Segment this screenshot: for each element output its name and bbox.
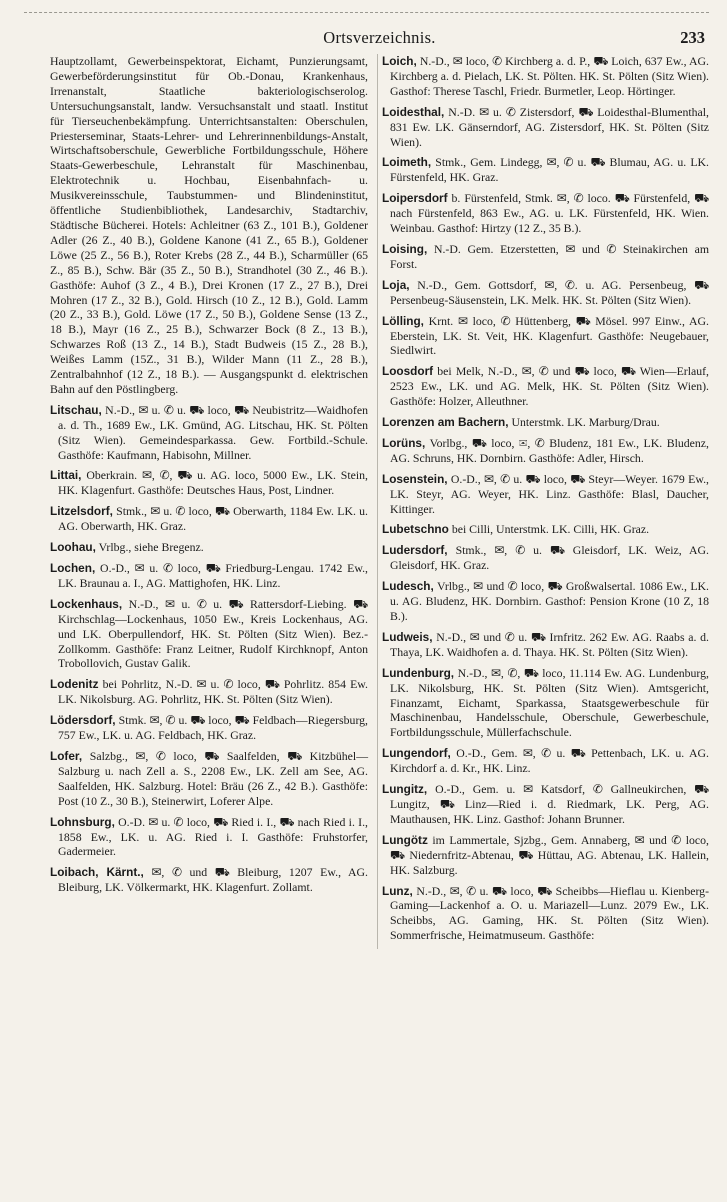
entry-text: N.-D., ✉, ✆, ⛟ loco, 11.114 Ew. AG. Lundenburg, LK. Nikolsburg, HK. St. Pölten (Sitz Wien). Amtsgericht, Finanzamt, Eichamt, Sparkassa, Staatsgewerbeschule für Maschinenbau, Handelsschule, Oberschule, Gewerbeschule, Fortbildungsschule, Müllerfachschule. bbox=[390, 665, 709, 740]
gazetteer-entry bbox=[50, 815, 368, 860]
entry-text: O.-D. ✉ u. ✆ loco, ⛟ Ried i. I., ⛟ nach Ried i. I., 1858 Ew., LK. u. AG. Ried i. I. Gasthöfe: Fruhstorfer, Gadermeier. bbox=[58, 814, 369, 859]
entry-headword: Loipersdorf bbox=[382, 191, 448, 206]
entry-headword: Litzelsdorf, bbox=[50, 504, 113, 519]
gazetteer-entry bbox=[382, 364, 709, 409]
gazetteer-entry bbox=[50, 54, 368, 397]
gazetteer-entry bbox=[50, 713, 368, 743]
gazetteer-entry bbox=[382, 782, 709, 827]
gazetteer-entry bbox=[382, 105, 709, 150]
gazetteer-entry bbox=[382, 884, 709, 944]
entry-headword: Ludesch, bbox=[382, 579, 434, 594]
entry-headword: Losenstein, bbox=[382, 471, 448, 486]
entry-headword: Lorüns, bbox=[382, 435, 426, 450]
entry-headword: Ludersdorf, bbox=[382, 543, 448, 558]
gazetteer-entry bbox=[50, 561, 368, 591]
entry-text: N.-D. ✉ u. ✆ Zistersdorf, ⛟ Loidesthal-Blumenthal, 831 Ew. LK. Gänserndorf, AG. Zistersdorf, HK. St. Pölten (Sitz Wien). bbox=[390, 104, 709, 149]
entry-headword: Litschau, bbox=[50, 402, 102, 417]
entry-headword: Lochen, bbox=[50, 561, 96, 575]
entry-text: N.-D., ✉ loco, ✆ Kirchberg a. d. P., ⛟ Loich, 637 Ew., AG. Kirchberg a. d. Pielach, LK. St. Pölten. HK. St. Pölten (Sitz Wien). Gasthof: Therese Taschl, Friedr. Burmetler, Leop. Hörtinger. bbox=[390, 54, 709, 98]
gazetteer-entry bbox=[382, 278, 709, 308]
entry-text: Stmk., Gem. Lindegg, ✉, ✆ u. ⛟ Blumau, AG. u. LK. Fürstenfeld, HK. Graz. bbox=[390, 155, 709, 185]
entry-headword: Lunz, bbox=[382, 883, 413, 898]
entry-text: N.-D., ✉ u. ✆ u. ⛟ loco, ⛟ Neubistritz—Waidhofen a. d. Th., 1689 Ew., LK. Gmünd, AG. Litschau, HK. St. Pölten (Sitz Wien). Gemeindesparkassa. Gew. Fortbild.-Schule. Gasthöfe: Kaufmann, Habisohn, Millner. bbox=[58, 402, 368, 462]
gazetteer-entry bbox=[50, 504, 368, 534]
gazetteer-entry bbox=[382, 746, 709, 776]
entry-text: Vrlbg., ✉ und ✆ loco, ⛟ Großwalsertal. 1086 Ew., LK. u. AG. Bludenz, HK. Dornbirn. Gasthof: Pension Krone (10 Z, 18 B.). bbox=[390, 579, 709, 623]
entry-headword: Lorenzen am Bachern, bbox=[382, 415, 509, 430]
entry-headword: Lungötz bbox=[382, 832, 428, 847]
gazetteer-entry bbox=[382, 472, 709, 517]
running-title: Ortsverzeichnis. bbox=[323, 28, 436, 47]
entry-text: O.-D., ✉ u. ✆ loco, ⛟ Friedburg-Lengau. 1742 Ew., LK. Braunau a. I., AG. Mattighofen, HK. Linz. bbox=[58, 561, 369, 590]
gazetteer-entry bbox=[382, 579, 709, 624]
entry-text: N.-D., Gem. Gottsdorf, ✉, ✆. u. AG. Persenbeug, ⛟ Persenbeug-Säusenstein, LK. Melk. HK. St. Pölten (Sitz Wien). bbox=[390, 277, 709, 307]
entry-text: b. Fürstenfeld, Stmk. ✉, ✆ loco. ⛟ Fürstenfeld, ⛟ nach Fürstenfeld, 863 Ew., AG. u. LK. Fürstenfeld, HK. Wien. Weinbau. Gasthof: Hirtzy (12 Z., 35 B.). bbox=[390, 191, 709, 236]
top-rule bbox=[24, 12, 709, 13]
entry-headword: Lungitz, bbox=[382, 782, 428, 797]
entry-headword: Lödersdorf, bbox=[50, 713, 116, 728]
entry-headword: Loising, bbox=[382, 241, 428, 256]
entry-text: N.-D., ✉, ✆ u. ⛟ loco, ⛟ Scheibbs—Hieflau u. Kienberg-Gaming—Lackenhof a. O. u. Mariazell—Lunz. 2079 Ew., LK. Scheibbs, AG. Gaming, HK. St. Pölten (Sitz Wien). Sommerfrische, Heimatmuseum. Gasthöfe: bbox=[390, 883, 710, 943]
entry-headword: Lohnsburg, bbox=[50, 814, 115, 829]
entry-headword: Loja, bbox=[382, 277, 410, 292]
right-column bbox=[377, 54, 709, 949]
entry-text: Vrlbg., siehe Bregenz. bbox=[98, 540, 204, 555]
entry-text: Stmk., ✉, ✆ u. ⛟ Gleisdorf, LK. Weiz, AG. Gleisdorf, HK. Graz. bbox=[390, 543, 709, 573]
entry-text: O.-D., Gem. ✉, ✆ u. ⛟ Pettenbach, LK. u. AG. Kirchdorf a. d. Kr., HK. Linz. bbox=[390, 746, 709, 776]
entry-headword: Loich, bbox=[382, 54, 417, 68]
gazetteer-entry bbox=[382, 191, 709, 236]
left-column bbox=[50, 54, 368, 949]
entry-text: bei Cilli, Unterstmk. LK. Cilli, HK. Graz. bbox=[451, 522, 650, 537]
entry-text: ✉, ✆ und ⛟ Bleiburg, 1207 Ew., AG. Bleiburg, LK. Völkermarkt, HK. Klagenfurt. Zollamt. bbox=[58, 865, 368, 895]
entry-headword: Lockenhaus, bbox=[50, 596, 123, 611]
entry-text: N.-D., ✉ u. ✆ u. ⛟ Rattersdorf-Liebing. ⛟ Kirchschlag—Lockenhaus, 1050 Ew., Kreis Lockenhaus, AG. und LK. Oberpullendorf, HK. St. Pölten (Sitz Wien). Bez.-Zollkomm. Gasthöfe: Franz Leitner, Rudolf Kirchknopf, Anton Trobollovich, Gustav Galik. bbox=[58, 596, 369, 671]
gazetteer-entry bbox=[50, 468, 368, 498]
gazetteer-entry bbox=[382, 415, 709, 430]
gazetteer-entry bbox=[382, 314, 709, 359]
entry-text: bei Pohrlitz, N.-D. ✉ u. ✆ loco, ⛟ Pohrlitz. 854 Ew. LK. Nikolsburg. AG. Pohrlitz, HK. St. Pölten (Sitz Wien). bbox=[58, 677, 368, 707]
gazetteer-entry bbox=[382, 522, 709, 537]
entry-text: O.-D., Gem. u. ✉ Katsdorf, ✆ Gallneukirchen, ⛟ Lungitz, ⛟ Linz—Ried i. d. Riedmark, LK. Perg, AG. Mauthausen, HK. Linz. Gasthof: Johann Brunner. bbox=[390, 782, 709, 826]
gazetteer-entry bbox=[50, 865, 368, 895]
entry-headword: Littai, bbox=[50, 468, 82, 483]
entry-headword: Loidesthal, bbox=[382, 104, 445, 119]
entry-headword: Lungendorf, bbox=[382, 746, 451, 761]
entry-headword: Lundenburg, bbox=[382, 665, 455, 680]
entry-text: Hauptzollamt, Gewerbeinspektorat, Eichamt, Punzierungsamt, Gewerbeförderungsinstitut für Ob.-Donau, Krankenhaus, Irrenanstalt, Staatliche bakteriologischserolog. Untersuchungsanstalt, landw. Versuchsanstalt und staatl. Institut für Tierseuchenbekämpfung. Unterrichtsanstalten: Oberschulen, Priesterseminar, Staats-Lehrer- und Lehrerinnenbildungs-Anstalt, Wirtschaftsoberschule, Gewerbliche Fortbildungsschule, Höhere Staats-Gewerbeschule, Lehranstalt für Maschinenbau, Elektrotechnik u. Hochbau, Eisenbahnfach- u. Musikvereinsschule, Taubstummen- und Blindeninstitut, öffentliche Studienbibliothek, Landesarchiv, Stadtarchiv, Städtische Bücherei. Hotels: Achleitner (63 Z., 101 B.), Goldener Adler (26 Z., 40 B.), Goldene Kanone (41 Z., 65 B.), Goldener Löwe (25 Z., 56 B.), Roter Krebs (28 Z., 44 B.), Scharmüller (65 Z., 85 B.), Schw. Bär (35 Z., 50 B.), Strandhotel (30 Z., 46 B.). Gasthöfe: Auhof (3 Z., 4 B.), Drei Kronen (17 Z., 27 B.), Drei Mohren (17 Z., 32 B.), Gold. Hirsch (10 Z., 12 B.), Gold. Lamm (20 Z., 33 B.), Gold. Löwe (17 Z., 50 B.), Goldene Sense (13 Z., 18 B.), Mayr (16 Z., 25 B.), Schwarzer Bock (8 Z., 13 B.), Schwarzes Roß (13 Z., 14 B.), Stadt Budweis (15 Z., 28 B.), Weißes Lamm (15Z., 31 B.), Wilder Mann (11 Z., 28 B.), Zentralbahnhof (12 Z., 18 B.). — Ausgangspunkt d. elektrischen Bahn auf den Pöstlingberg. bbox=[50, 54, 368, 396]
entry-headword: Loibach, Kärnt., bbox=[50, 865, 144, 880]
two-column-body bbox=[50, 54, 709, 949]
entry-headword: Lofer, bbox=[50, 748, 83, 763]
entry-headword: Lodenitz bbox=[50, 677, 99, 692]
gazetteer-entry bbox=[382, 54, 709, 99]
entry-text: im Lammertale, Sjzbg., Gem. Annaberg, ✉ und ✆ loco, ⛟ Niedernfritz-Abtenau, ⛟ Hüttau, AG. Abtenau, LK. Hallein, HK. Salzburg. bbox=[390, 832, 709, 877]
entry-text: bei Melk, N.-D., ✉, ✆ und ⛟ loco, ⛟ Wien—Erlauf, 2523 Ew., LK. und AG. Melk, HK. St. Pölten (Sitz Wien). Gasthöfe: Holzer, Alleuthner. bbox=[390, 364, 709, 409]
gazetteer-entry bbox=[382, 666, 709, 741]
gazetteer-entry bbox=[382, 155, 709, 185]
gazetteer-entry bbox=[382, 242, 709, 272]
page-number: 233 bbox=[680, 28, 705, 47]
gazetteer-entry bbox=[382, 833, 709, 878]
entry-text: Salzbg., ✉, ✆ loco, ⛟ Saalfelden, ⛟ Kitzbühel—Salzburg u. nach Zell a. S., 2208 Ew., LK. Zell am See, AG. Saalfelden, HK. Salzburg. Hotel: Bräu (26 Z., 42 B.). Gasthöfe: Post (10 Z., 30 B.), Steinerwirt, Loferer Alpe. bbox=[58, 748, 368, 808]
entry-text: Unterstmk. LK. Marburg/Drau. bbox=[511, 415, 660, 430]
page-header bbox=[50, 14, 709, 54]
gazetteer-entry bbox=[382, 543, 709, 573]
entry-headword: Loosdorf bbox=[382, 364, 434, 379]
gazetteer-entry bbox=[50, 540, 368, 555]
entry-headword: Lölling, bbox=[382, 313, 424, 328]
gazetteer-entry bbox=[50, 597, 368, 672]
gazetteer-entry bbox=[50, 403, 368, 463]
gazetteer-entry bbox=[50, 749, 368, 809]
entry-text: N.-D. Gem. Etzerstetten, ✉ und ✆ Steinakirchen am Forst. bbox=[390, 241, 709, 271]
gazetteer-entry bbox=[382, 436, 709, 466]
entry-text: O.-D., ✉, ✆ u. ⛟ loco, ⛟ Steyr—Weyer. 1679 Ew., LK. Steyr, AG. Weyer, HK. Linz. Gasthöfe: Blasl, Daucher, Kittinger. bbox=[390, 471, 709, 516]
entry-headword: Loohau, bbox=[50, 540, 96, 555]
entry-text: Stmk., ✉ u. ✆ loco, ⛟ Oberwarth, 1184 Ew. LK. u. AG. Oberwarth, HK. Graz. bbox=[58, 504, 368, 534]
entry-text: Oberkrain. ✉, ✆, ⛟ u. AG. loco, 5000 Ew., LK. Stein, HK. Klagenfurt. Gasthöfe: Deutsches Haus, Post, Lindner. bbox=[58, 468, 369, 498]
entry-headword: Ludweis, bbox=[382, 629, 433, 644]
entry-text: Vorlbg., ⛟ loco, ✉, ✆ Bludenz, 181 Ew., LK. Bludenz, AG. Schruns, HK. Dornbirn. Gasthöfe: Adler, Hirsch. bbox=[390, 435, 709, 465]
entry-headword: Lubetschno bbox=[382, 522, 449, 537]
entry-text: Stmk. ✉, ✆ u. ⛟ loco, ⛟ Feldbach—Riegersburg, 757 Ew., LK. u. AG. Feldbach, HK. Graz. bbox=[58, 713, 369, 743]
gazetteer-entry bbox=[382, 630, 709, 660]
gazetteer-entry bbox=[50, 677, 368, 707]
entry-text: Krnt. ✉ loco, ✆ Hüttenberg, ⛟ Mösel. 997 Einw., AG. Eberstein, LK. St. Veit, HK. Klagenfurt. Gasthöfe: Neugebauer, Siedlwirt. bbox=[390, 313, 709, 358]
entry-text: N.-D., ✉ und ✆ u. ⛟ Irnfritz. 262 Ew. AG. Raabs a. d. Thaya, LK. Waidhofen a. d. Thaya. HK. St. Pölten (Sitz Wien). bbox=[390, 629, 710, 659]
entry-headword: Loimeth, bbox=[382, 155, 432, 170]
